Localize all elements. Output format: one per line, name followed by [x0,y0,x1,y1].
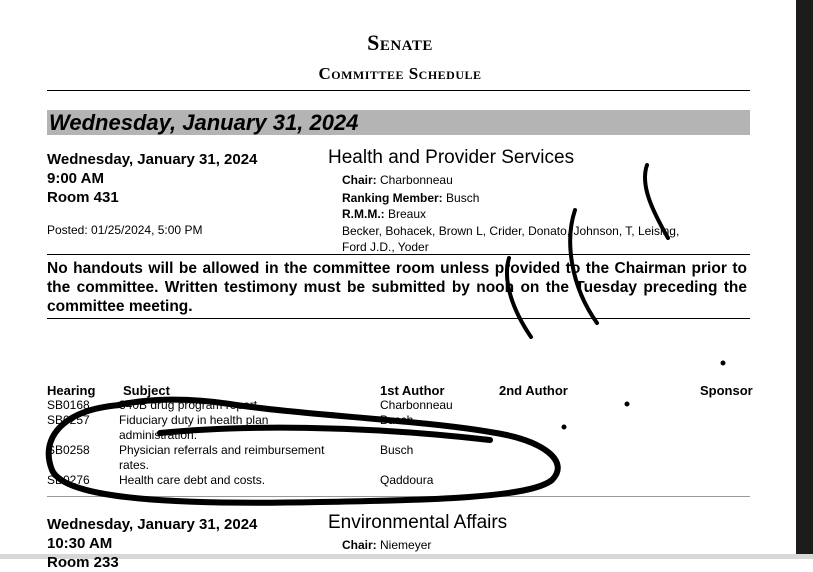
subject-cell-continued: administration. [119,428,198,442]
meeting-2-committee-name: Environmental Affairs [328,512,508,533]
ranking-member-line [342,191,479,205]
table-bottom-rule [47,496,750,497]
ranking-member-value: Busch [446,191,480,205]
document-title: Senate [367,30,433,55]
notice-rule [47,318,750,319]
meeting-2-room: Room 233 [47,554,119,571]
ink-strikethrough [160,428,490,440]
meeting-2-chair-line [342,538,431,552]
members-line-2: Ford J.D., Yoder [342,240,429,254]
hearing-cell[interactable]: SB0168 [47,398,90,412]
document-subtitle: Committee Schedule [318,64,482,83]
author-cell: Charbonneau [380,398,453,412]
meeting-2-chair-value: Niemeyer [380,538,432,552]
rmm-value: Breaux [388,207,427,221]
rmm-line [342,207,426,221]
ranking-member-label: Ranking Member: [342,191,443,205]
col-first-author: 1st Author [380,383,445,398]
subject-cell-continued: rates. [119,458,150,472]
date-banner [47,110,750,135]
subject-cell: Physician referrals and reimbursement [119,443,325,457]
col-second-author: 2nd Author [499,383,568,398]
chair-line [342,173,453,187]
author-cell: Busch [380,413,414,427]
col-subject: Subject [123,383,170,398]
chair-label: Chair: [342,173,377,187]
ink-dot [625,402,630,407]
meeting-date: Wednesday, January 31, 2024 [47,151,258,168]
meeting-time: 9:00 AM [47,170,104,187]
author-cell: Qaddoura [380,473,434,487]
chair-value: Charbonneau [380,173,453,187]
members-line-1: Becker, Bohacek, Brown L, Crider, Donato, Johnson, T, Leising, [342,224,680,238]
posted-date: Posted: 01/25/2024, 5:00 PM [47,223,203,237]
subject-cell: Fiduciary duty in health plan [119,413,269,427]
hearing-cell[interactable]: SB0258 [47,443,90,457]
hearing-cell[interactable]: SB0276 [47,473,90,487]
handout-notice: No handouts will be allowed in the committee room unless provided to the Chairman prior to the committee. Written testimony must be submitted by noon on the Tuesday preceding the committee meeting. [47,260,747,315]
committee-members [342,223,722,255]
col-sponsor: Sponsor [700,383,753,398]
committee-name: Health and Provider Services [328,147,575,168]
date-banner-text: Wednesday, January 31, 2024 [49,110,359,135]
ink-dot [721,361,726,366]
window-edge-bottom [0,554,813,559]
meeting-2-time: 10:30 AM [47,535,113,552]
author-cell: Busch [380,443,414,457]
meeting-2-chair-label: Chair: [342,538,377,552]
section-rule [47,254,750,255]
rmm-label: R.M.M.: [342,207,385,221]
subject-cell: Health care debt and costs. [119,473,266,487]
header-rule [47,90,750,91]
meeting-2-date: Wednesday, January 31, 2024 [47,516,258,533]
hearing-cell[interactable]: SB0257 [47,413,90,427]
meeting-room: Room 431 [47,189,119,206]
col-hearing: Hearing [47,383,96,398]
ink-dot [562,425,567,430]
subject-cell: 340B drug program report. [119,398,261,412]
